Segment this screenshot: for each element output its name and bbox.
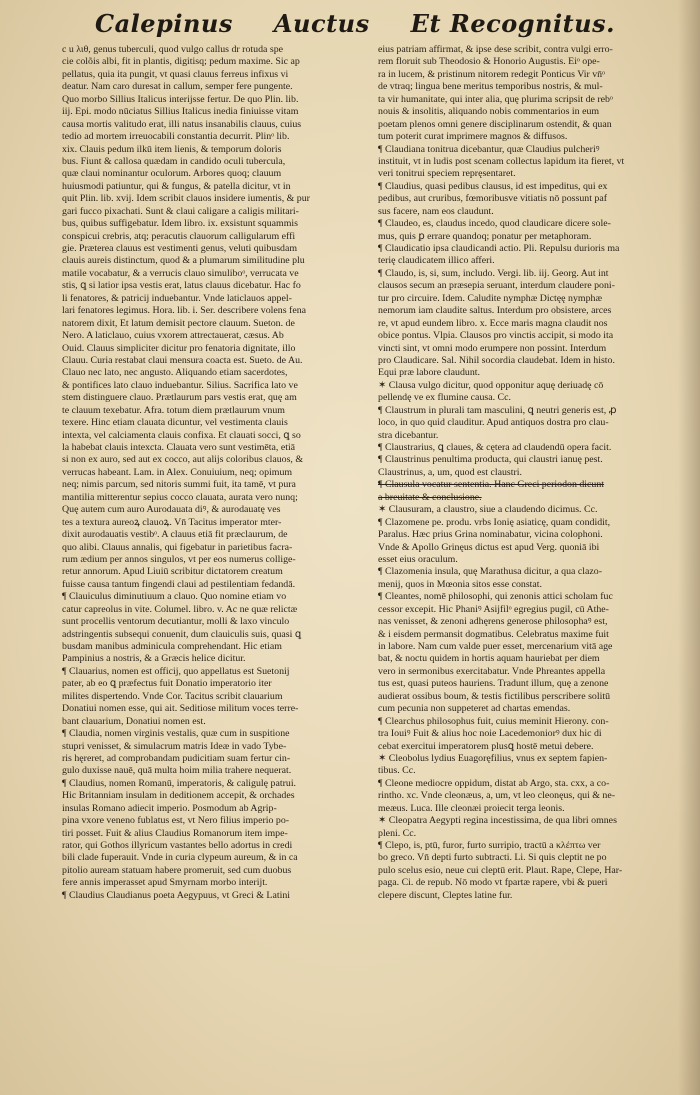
text-line: Donatiui nomen esse, qui ait. Seditiose militum voces terre- xyxy=(62,703,299,715)
text-line: mantilia mitterentur sepius cocco clauata, aurata vero nunq; xyxy=(62,491,298,503)
text-line: rintho. xc. Vnde cleonæus, a, um, vt leo cleonęus, qui & ne- xyxy=(378,790,616,802)
text-line: vero in sermonibus exercitabatur. Vnde Phreantes appella xyxy=(378,665,606,677)
text-line: tibus. Cc. xyxy=(378,765,416,777)
text-line: lari fenatores legimus. Hora. lib. i. Ser. describere volens fena xyxy=(62,305,307,317)
text-line: Claustrinus, a, um, quod est claustri. xyxy=(378,466,522,478)
text-line: tum poterit curat imprimere magnos & diffusos. xyxy=(378,131,568,143)
text-line: & pontifices lato clauo induebantur. Silius. Sacrifica lato ve xyxy=(62,379,298,391)
text-line: gulo duxisse nauē, quā multa hoim milia trahere nequerat. xyxy=(62,765,292,777)
text-line: tes a textura aureoꝝ clauoꝝ. Vn̄ Tacitus imperator mter- xyxy=(62,516,282,528)
text-line: Quo morbo Sillius Italicus interijsse fertur. De quo Plin. lib. xyxy=(62,93,299,105)
text-line: stem distinguere clauo. Prætlaurum pars vestis erat, quę am xyxy=(62,392,297,404)
text-line: a breuitate & conclusione. xyxy=(378,491,482,503)
text-line: la habebat clauis intexcta. Clauata vero sunt vestimēta, etiā xyxy=(62,442,296,453)
text-line: & i eisdem permansit dogmatibus. Celebratus maxime fuit xyxy=(378,628,609,640)
text-line: bant clauarium, Donatiui nomen est. xyxy=(62,715,206,727)
text-line: esset eius oraculum. xyxy=(378,553,458,565)
text-line: paga. Ci. de repub. Nō modo vt fpartæ rapere, vbi & pueri xyxy=(378,877,608,889)
text-line: loco, in quo quid clauditur. Apud antiquos dostra pro clau- xyxy=(378,417,609,429)
text-line: intexta, vel calciamenta clauis confixa. Et clauati socci, ꝗ so xyxy=(62,429,301,441)
text-line: ¶ Clauiculus diminutiuum a clauo. Quo nomine etiam vo xyxy=(62,591,287,603)
text-line: ¶ Claudius, quasi pedibus clausus, id est impeditus, qui ex xyxy=(378,180,608,192)
text-line: stupri venisset, & simulacrum matris Ideæ in vado Tybe- xyxy=(62,740,287,752)
text-line: poetam plenos omni genere disciplinarum ostendit, & quan xyxy=(378,118,612,130)
text-line: pellendę ve ex flumine causa. Cc. xyxy=(378,392,511,404)
text-line: ¶ Claudius Claudianus poeta Aegypuus, vt Greci & Latini xyxy=(62,889,290,901)
text-line: ¶ Claudia, nomen virginis vestalis, quæ cum in suspitione xyxy=(62,728,290,740)
text-line: Pampinius a nostris, & a Græcis helice dicitur. xyxy=(62,653,246,665)
text-line: menij, quos in Mœonia sitos esse constat. xyxy=(378,578,543,590)
text-line: c u λιθ, genus tuberculi, quod vulgo callus dr rotuda spe xyxy=(62,44,284,55)
text-line: neq; nimis parcum, sed nitoris summi fuit, ita tamē, vt pura xyxy=(62,479,296,491)
text-line: ra in lucem, & pristinum nitorem redegit Ponticus Vir vn̄ᵒ xyxy=(378,68,605,80)
text-line: insulas Romano adiecit imperio. Posmodum ab Agrip- xyxy=(62,802,277,814)
text-line: rem floruit sub Theodosio & Honorio Augustis. Eiᵒ ope- xyxy=(378,56,600,68)
text-line: ¶ Clauarius, nomen est officij, quo appellatus est Suetonij xyxy=(62,665,290,677)
text-line: pater, ab eo ꝗ præfectus fuit Donatio imperatorio iter xyxy=(62,678,272,690)
text-line: Nero. A laticlauo, cuius vxorem attrectauerat, cæsus. Ab xyxy=(62,330,284,342)
text-line: milites dispertendo. Vnde Cor. Tacitus scribit clauarium xyxy=(62,690,283,702)
text-line: tra Iouiꝰ Fuit & alius hoc noie Lacedemoniorꝰ dux hic di xyxy=(378,728,602,740)
text-line: quæ claui nominantur oculorum. Arbores quoq; clauum xyxy=(62,168,282,180)
text-line: pina vxore veneno fublatus est, vt Nero filius imperio po- xyxy=(62,815,290,827)
text-line: ¶ Claudius, nomen Romanū, imperatoris, & caligulę patrui. xyxy=(62,777,297,789)
text-line: ✶ Clausuram, a claustro, siue a claudendo dicimus. Cc. xyxy=(378,504,598,516)
text-line: pro Claudicare. Sal. Nihil socordia claudebat. Idem in histo. xyxy=(378,354,615,366)
text-line: tiri posset. Fuit & alius Claudius Romanorum item impe- xyxy=(62,827,288,839)
text-line: tedio ad mortem irreuocabili constantia decurrit. Plinᵒ lib. xyxy=(62,131,290,143)
text-line: deatur. Nam caro duresat in callum, semper fere pungente. xyxy=(62,81,293,93)
text-line: re, vt apud eundem libro. x. Ecce maris magna claudit nos xyxy=(378,317,608,329)
text-line: pleni. Cc. xyxy=(378,827,417,839)
text-line: clauis aureis distinctum, quod & a plumarum similitudine plu xyxy=(62,255,305,267)
text-line: ¶ Clearchus philosophus fuit, cuius meminit Hierony. con- xyxy=(378,715,609,727)
text-line: ris hęreret, ad comprobandam pudicitiam suam fertur cin- xyxy=(62,752,291,764)
text-line: ✶ Cleobolus lydius Euagoręfilius, vnus ex septem fapien- xyxy=(378,752,608,764)
header-right: Et Recognitus. xyxy=(410,8,615,38)
text-line: li fenatores, & patricij induebantur. Vnde laticlauos appel- xyxy=(62,292,292,304)
text-line: pitolio auream statuam habere promeruit, sed cum duobus xyxy=(62,864,292,876)
text-line: bili clade fuperauit. Vnde in curia clypeum aureum, & in ca xyxy=(62,852,298,864)
text-line: cebat exercitui imperatorem plusꝗ hostē metui debere. xyxy=(378,740,594,752)
text-line: nas venisset, & zenoni adhęrens generose philosophaꝰ est, xyxy=(378,616,608,628)
text-line: bus. Fiunt & callosa quædam in candido oculi tubercula, xyxy=(62,155,286,167)
text-line: ¶ Cleone mediocre oppidum, distat ab Argo, sta. cxx, a co- xyxy=(378,777,610,789)
text-line: ¶ Clepo, is, ptū, furor, furto surripio, tractū a κλέπτω ver xyxy=(378,840,601,851)
text-line: natorem dixit, Et latum demisit pectore clauum. Sueton. de xyxy=(62,317,295,329)
text-line: tur pro circuire. Idem. Caludite nymphæ Dictęę nymphæ xyxy=(378,292,603,304)
page-edge-shadow xyxy=(678,0,700,1095)
text-line: causa mortis valitudo erat, illi natus insanabilis clauus, cuius xyxy=(62,118,302,130)
text-line: clausos secum an præsepia seruant, interdum claudere poni- xyxy=(378,280,615,292)
text-line: verrucas habeant. Lam. in Alex. Conuiuium, neq; opimum xyxy=(62,466,293,478)
text-line: conspicui crebris, atq; peracutis clauorum calligularum effi xyxy=(62,230,296,242)
text-line: cessor excepit. Hic Phaniꝰ Asijfilᵒ egregius pugil, cū Athe- xyxy=(378,603,609,615)
text-line: gie. Præterea clauus est vestimenti genus, veluti quibusdam xyxy=(62,243,298,254)
text-line: bus, quibus suffigebatur. Idem libro. ix. exsistunt squammis xyxy=(62,218,298,230)
text-line: Quę autem cum auro Aurodauata diꝰ, & aurodauatę ves xyxy=(62,504,281,516)
text-line: nouis & insolitis, aliquando nobis commentarios in eum xyxy=(378,106,600,118)
text-line: audierat ossibus boum, & testis fictilibus perscribere solitū xyxy=(378,690,611,702)
text-line: ¶ Claudiana tonitrua dicebantur, quæ Claudius pulcheriꝰ xyxy=(378,143,600,155)
text-line: bat, & noctu quidem in hortis aquam hauriebat per diem xyxy=(378,653,600,665)
text-line: eius patriam affirmat, & ipse dese scribit, contra vulgi erro- xyxy=(378,44,613,55)
text-line: sunt procellis ventorum decutiantur, molli & laxo vinculo xyxy=(62,616,290,628)
text-line: tus est, quasi puteos hauriens. Tradunt illum, quę a zenone xyxy=(378,678,609,690)
text-line: texere. Hinc etiam clauata dicuntur, vel vestimenta clauis xyxy=(62,417,288,429)
text-line: ¶ Clazomene pe. produ. vrbs Ionię asiaticę, quam condidit, xyxy=(378,516,611,528)
right-column xyxy=(378,44,678,902)
text-line: terię claudicatem illico afferi. xyxy=(378,255,495,267)
text-line: Hic Britanniam insulam in deditionem accepit, & orchades xyxy=(62,790,295,802)
text-line: mus, quis ꝑ errare quandoq; ponatur per metaphoram. xyxy=(378,230,592,242)
text-line: catur capreolus in vite. Columel. libro. v. Ac ne quæ relictæ xyxy=(62,603,298,615)
text-line: adstringentis subsequi conuenit, dum clauiculis suis, quasi ꝗ xyxy=(62,628,302,640)
text-line: busdam manibus adminicula comprehendant. Hic etiam xyxy=(62,641,282,652)
text-line: dixit aurodauatis vestibᵒ. A clauus etiā fit præclaurum, de xyxy=(62,529,288,541)
text-line: obice pontus. Vlpia. Clausos pro vinctis accipit, si modo ita xyxy=(378,330,614,342)
text-line: ta vir humanitate, qui inter alia, quę plurima scripsit de rebᵒ xyxy=(378,93,613,105)
text-line: quo alibi. Clauus annalis, qui figebatur in parietibus facra- xyxy=(62,541,293,553)
text-line: Vnde & Apollo Grinęus dictus est apud Verg. quoniā ibi xyxy=(378,541,600,553)
text-line: ¶ Cleantes, nomē philosophi, qui zenonis attici scholam fuc xyxy=(378,591,613,603)
text-line: vincti sint, vt omni modo erumpere non possint. Interdum xyxy=(378,342,607,354)
text-line: iij. Epi. modo nūciatus Sillius Italicus inedia finiuisse vitam xyxy=(62,106,299,118)
text-line: si non ex auro, sed aut ex cocco, aut alijs coloribus clauos, & xyxy=(62,454,304,466)
text-line: rum ædium per annos singulos, vt per eos numerus collige- xyxy=(62,553,296,565)
text-line: meæus. Luca. Ille cleonæi proiecit terga leonis. xyxy=(378,802,565,814)
text-line: ✶ Clausa vulgo dicitur, quod opponitur aquę deriuadę cō xyxy=(378,379,604,391)
text-line: Ouid. Clauus simpliciter dicitur pro fenatoria dignitate, illo xyxy=(62,342,296,354)
text-line: sus facere, nam eos claudunt. xyxy=(378,205,494,217)
text-line: ¶ Claustrum in plurali tam masculini, ꝗ neutri generis est, ꝓ xyxy=(378,404,617,416)
text-line: Clauu. Curia restabat claui mensura coacta est. Sueto. de Au. xyxy=(62,354,303,366)
text-line: pedibus, aut cruribus, fœmoribusve vitiatis nō possunt paf xyxy=(378,193,608,205)
text-line: te clauum texebatur. Afra. totum diem prætlaurum vnum xyxy=(62,404,285,416)
text-line: stra dicebantur. xyxy=(378,429,439,441)
text-line: Paralus. Hæc prius Grina nominabatur, vicina colophoni. xyxy=(378,529,603,541)
text-line: pellatus, quia ita pungit, vt quasi clauus ferreus infixus vi xyxy=(62,68,289,80)
text-line: instituit, vt in ludis post scenam collectus lapidum ita fieret, vt xyxy=(378,155,625,167)
text-line: nemorum iam claudite saltus. Interdum pro obsistere, arces xyxy=(378,305,612,317)
text-line: gari fucco pixachati. Sunt & claui caligare a caligis militari- xyxy=(62,205,299,217)
text-line: cie colõis albi, fit in plantis, digitisq; pedum maxime. Sic ap xyxy=(62,56,300,68)
text-line: matile vocabatur, & a verrucis clauo simuliboᵒ, verrucata ve xyxy=(62,267,299,279)
text-line: cum pecunia non suppeteret ad chartas emendas. xyxy=(378,703,571,715)
text-line: ✶ Cleopatra Aegypti regina incestissima, de qua libri omnes xyxy=(378,815,617,827)
text-line: quit Plin. lib. xvij. Idem scribit clauos insidere iumentis, & pur xyxy=(62,193,310,205)
text-line: huiusmodi patiuntur, qui & fungus, & patella dicitur, vt in xyxy=(62,180,291,192)
text-line: xix. Clauis pedum ilkū item lienis, & temporum doloris xyxy=(62,143,282,155)
running-header xyxy=(95,6,615,40)
text-line: clepere discunt, Cleptes latine fur. xyxy=(378,889,513,901)
text-line: retur annorum. Apud Liuiū scribitur dictatorem creatum xyxy=(62,566,283,578)
text-line: ¶ Claudicatio ipsa claudicandi actio. Pli. Repulsu durioris ma xyxy=(378,243,620,254)
header-center: Auctus xyxy=(273,8,370,38)
text-line: de vtraq; lingua bene meritus temporibus nostris, & mul- xyxy=(378,81,603,93)
text-line: rator, qui Gothos illyricum vastantes bello adortus in credi xyxy=(62,840,293,851)
left-column xyxy=(62,44,364,902)
text-line: ¶ Clazomenia insula, quę Marathusa dicitur, a qua clazo- xyxy=(378,566,602,578)
header-left: Calepinus xyxy=(95,8,233,38)
text-line: ¶ Claustrinus penultima producta, qui claustri ianuę pest. xyxy=(378,454,603,466)
text-line: Equi præ labore claudunt. xyxy=(378,367,481,379)
text-line: pulo scelus esio, neue cui cleptū erit. Plaut. Rape, Clepe, Har- xyxy=(378,864,623,876)
text-line: fere annis imperasset apud Smyrnam morbo interijt. xyxy=(62,877,268,889)
text-line: stis, ꝗ si latior ipsa vestis erat, latus clauus dicebatur. Hac fo xyxy=(62,280,301,292)
text-line: ¶ Claudo, is, si, sum, includo. Vergi. lib. iij. Georg. Aut int xyxy=(378,267,609,279)
text-line: Clauo nec lato, nec angusto. Aliquando etiam sacerdotes, xyxy=(62,367,288,379)
text-line: bo greco. Vn̄ depti furto subtracti. Li. Si quis cleptit ne po xyxy=(378,852,607,864)
text-line: ¶ Clausula vocatur sententia. Hanc Greci periodon dicunt xyxy=(378,479,605,491)
text-line: veri tonitrui speciem repręsentaret. xyxy=(378,168,516,180)
text-line: fuisse causa tantum fingendi claui ad pestilentiam fedandā. xyxy=(62,578,296,590)
text-line: ¶ Claudeo, es, claudus incedo, quod claudicare dicere sole- xyxy=(378,218,611,230)
text-line: ¶ Claustrarius, ꝗ claues, & cętera ad claudendū opera facit. xyxy=(378,442,612,453)
text-line: in labore. Nam cum valde puer esset, mercenarium vitā age xyxy=(378,641,613,652)
